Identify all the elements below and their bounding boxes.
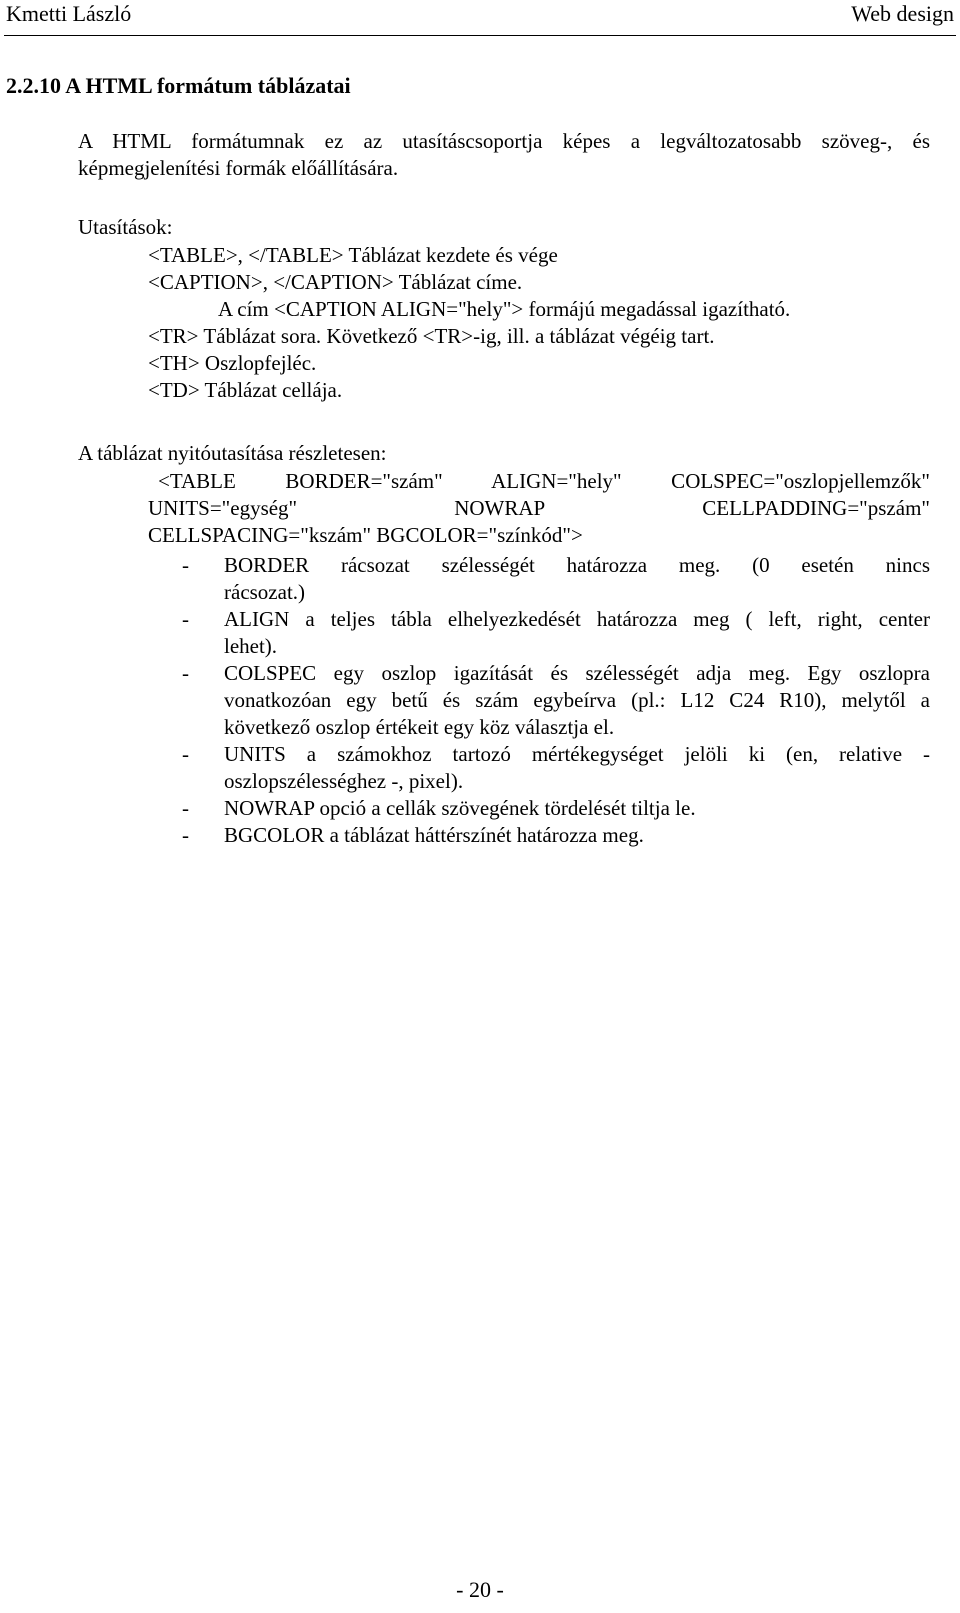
- list-item-line: NOWRAP opció a cellák szövegének tördelését tiltja le.: [224, 796, 696, 820]
- instruction-item: <TABLE>, </TABLE> Táblázat kezdete és vége: [148, 243, 558, 267]
- section-title: 2.2.10 A HTML formátum táblázatai: [6, 73, 351, 98]
- opening-line-1: <TABLE BORDER="szám" ALIGN="hely" COLSPEC="oszlopjellemzők": [158, 469, 930, 493]
- list-dash: -: [182, 607, 189, 631]
- opening-word-cellpadding: CELLPADDING="pszám": [702, 496, 930, 520]
- instruction-item: A cím <CAPTION ALIGN="hely"> formájú megadással igazítható.: [218, 297, 791, 321]
- instructions-list: [148, 242, 790, 404]
- page-number: - 20 -: [456, 1577, 504, 1602]
- header-subject: Web design: [851, 1, 954, 26]
- list-item: [182, 606, 930, 660]
- instruction-item: <TR> Táblázat sora. Következő <TR>-ig, ill. a táblázat végéig tart.: [148, 324, 715, 348]
- table-opening-syntax: [148, 468, 930, 549]
- list-item-line: BORDER rácsozat szélességét határozza meg. (0 esetén nincs: [224, 553, 930, 577]
- opening-line-2: [148, 495, 930, 522]
- header-divider: [4, 35, 956, 36]
- list-dash: -: [182, 823, 189, 847]
- list-item: [182, 552, 930, 606]
- opening-word-units: UNITS="egység": [148, 496, 298, 520]
- list-dash: -: [182, 796, 189, 820]
- list-item: [182, 795, 930, 822]
- list-dash: -: [182, 742, 189, 766]
- list-item-line: lehet).: [224, 634, 278, 658]
- instructions-heading: Utasítások:: [78, 215, 173, 239]
- list-item-line: oszlopszélességhez -, pixel).: [224, 769, 464, 793]
- list-item: [182, 660, 930, 741]
- list-item-line: rácsozat.): [224, 580, 306, 604]
- list-item-line: UNITS a számokhoz tartozó mértékegységet jelöli ki (en, relative -: [224, 742, 930, 766]
- instruction-item: <CAPTION>, </CAPTION> Táblázat címe.: [148, 270, 523, 294]
- list-item: [182, 741, 930, 795]
- instruction-item: <TD> Táblázat cellája.: [148, 378, 343, 402]
- intro-line-1-text: A HTML formátumnak ez az utasításcsoportja képes a legváltozatosabb szöveg-, és: [78, 129, 930, 153]
- list-dash: -: [182, 553, 189, 577]
- list-dash: -: [182, 661, 189, 685]
- list-item-line: ALIGN a teljes tábla elhelyezkedését határozza meg ( left, right, center: [224, 607, 930, 631]
- intro-line-1: [78, 128, 930, 155]
- list-item-line: következő oszlop értékeit egy köz választja el.: [224, 715, 615, 739]
- list-item-line: COLSPEC egy oszlop igazítását és szélességét adja meg. Egy oszlopra: [224, 661, 930, 685]
- opening-line-3: CELLSPACING="kszám" BGCOLOR="színkód">: [148, 523, 583, 547]
- opening-word-nowrap: NOWRAP: [454, 496, 546, 520]
- attribute-list: [182, 552, 930, 849]
- list-item-line: vonatkozóan egy betű és szám egybeírva (pl.: L12 C24 R10), melytől a: [224, 688, 930, 712]
- intro-line-2: képmegjelenítési formák előállítására.: [78, 156, 399, 180]
- details-heading: A táblázat nyitóutasítása részletesen:: [78, 441, 387, 465]
- header-author: Kmetti László: [6, 1, 132, 26]
- list-item: [182, 822, 930, 849]
- list-item-line: BGCOLOR a táblázat háttérszínét határozza meg.: [224, 823, 644, 847]
- intro-paragraph: [78, 128, 930, 182]
- instruction-item: <TH> Oszlopfejléc.: [148, 351, 317, 375]
